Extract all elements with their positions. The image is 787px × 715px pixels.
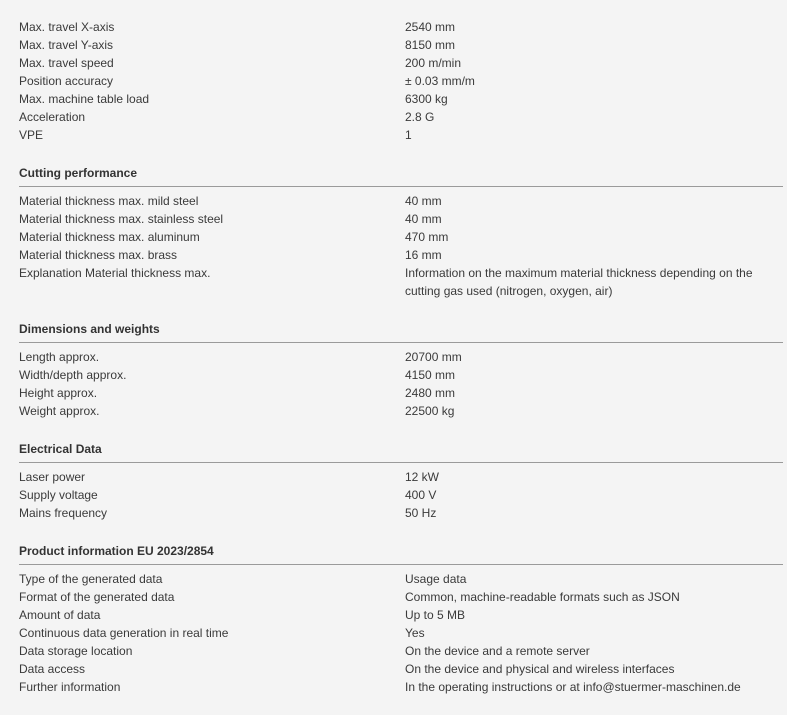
spec-label: Type of the generated data — [19, 572, 163, 586]
spec-row — [0, 90, 787, 108]
spec-label: Acceleration — [19, 110, 86, 124]
spec-label: Max. travel Y-axis — [19, 38, 114, 52]
spec-row — [0, 264, 787, 300]
spec-value: 40 mm — [405, 212, 442, 226]
spec-label: Data access — [19, 662, 86, 676]
spec-value: 200 m/min — [405, 56, 462, 70]
section-divider — [19, 342, 783, 343]
spec-row — [0, 246, 787, 264]
spec-row — [0, 660, 787, 678]
spec-value: 2480 mm — [405, 386, 456, 400]
spec-value: 22500 kg — [405, 404, 455, 418]
spec-row — [0, 72, 787, 90]
spec-value: 2.8 G — [405, 110, 435, 124]
spec-label: Height approx. — [19, 386, 98, 400]
spec-row — [0, 624, 787, 642]
spec-row — [0, 504, 787, 522]
spec-row — [0, 402, 787, 420]
spec-row — [0, 192, 787, 210]
spec-row — [0, 642, 787, 660]
spec-value: Up to 5 MB — [405, 608, 466, 622]
spec-row — [0, 384, 787, 402]
spec-label: Material thickness max. mild steel — [19, 194, 199, 208]
spec-value: 20700 mm — [405, 350, 462, 364]
spec-value: 16 mm — [405, 248, 442, 262]
spec-label: Width/depth approx. — [19, 368, 127, 382]
spec-value: Common, machine-readable formats such as JSON — [405, 590, 680, 604]
spec-value: In the operating instructions or at info@stuermer-maschinen.de — [405, 680, 741, 694]
spec-label: VPE — [19, 128, 44, 142]
spec-row — [0, 366, 787, 384]
spec-label: Supply voltage — [19, 488, 98, 502]
spec-label: Amount of data — [19, 608, 101, 622]
spec-section — [0, 18, 787, 144]
spec-row — [0, 588, 787, 606]
spec-label: Further information — [19, 680, 121, 694]
spec-value: On the device and a remote server — [405, 644, 590, 658]
section-divider — [19, 186, 783, 187]
spec-label: Format of the generated data — [19, 590, 175, 604]
spec-label: Material thickness max. brass — [19, 248, 178, 262]
spec-value: ± 0.03 mm/m — [405, 74, 475, 88]
section-title: Product information EU 2023/2854 — [19, 544, 214, 558]
spec-value: 470 mm — [405, 230, 449, 244]
spec-value: 1 — [405, 128, 412, 142]
spec-value: Usage data — [405, 572, 467, 586]
spec-row — [0, 570, 787, 588]
spec-label: Laser power — [19, 470, 86, 484]
spec-label: Explanation Material thickness max. — [19, 266, 211, 280]
spec-label: Position accuracy — [19, 74, 114, 88]
spec-label: Max. machine table load — [19, 92, 150, 106]
spec-row — [0, 54, 787, 72]
spec-label: Material thickness max. stainless steel — [19, 212, 224, 226]
spec-section — [0, 542, 787, 696]
spec-label: Weight approx. — [19, 404, 100, 418]
spec-value: 8150 mm — [405, 38, 456, 52]
section-title: Cutting performance — [19, 166, 138, 180]
spec-value: 4150 mm — [405, 368, 456, 382]
spec-label: Length approx. — [19, 350, 100, 364]
spec-row — [0, 18, 787, 36]
spec-value: 6300 kg — [405, 92, 448, 106]
section-divider — [19, 564, 783, 565]
spec-row — [0, 606, 787, 624]
spec-row — [0, 126, 787, 144]
spec-row — [0, 486, 787, 504]
spec-row — [0, 108, 787, 126]
spec-value: 12 kW — [405, 470, 440, 484]
spec-section — [0, 164, 787, 300]
spec-value: Information on the maximum material thickness depending on the cutting gas used (nitrogen, oxygen, air) — [405, 266, 753, 298]
spec-label: Max. travel X-axis — [19, 20, 115, 34]
spec-value: 2540 mm — [405, 20, 456, 34]
spec-section — [0, 440, 787, 522]
spec-label: Mains frequency — [19, 506, 108, 520]
spec-value: 40 mm — [405, 194, 442, 208]
spec-value: On the device and physical and wireless interfaces — [405, 662, 675, 676]
spec-row — [0, 210, 787, 228]
spec-row — [0, 678, 787, 696]
spec-row — [0, 228, 787, 246]
spec-value: 50 Hz — [405, 506, 437, 520]
spec-label: Continuous data generation in real time — [19, 626, 229, 640]
spec-row — [0, 36, 787, 54]
section-title: Electrical Data — [19, 442, 102, 456]
spec-row — [0, 468, 787, 486]
spec-row — [0, 348, 787, 366]
spec-section — [0, 320, 787, 420]
spec-value: Yes — [405, 626, 425, 640]
section-divider — [19, 462, 783, 463]
spec-label: Data storage location — [19, 644, 133, 658]
spec-value: 400 V — [405, 488, 437, 502]
spec-label: Max. travel speed — [19, 56, 114, 70]
section-title: Dimensions and weights — [19, 322, 160, 336]
spec-label: Material thickness max. aluminum — [19, 230, 200, 244]
